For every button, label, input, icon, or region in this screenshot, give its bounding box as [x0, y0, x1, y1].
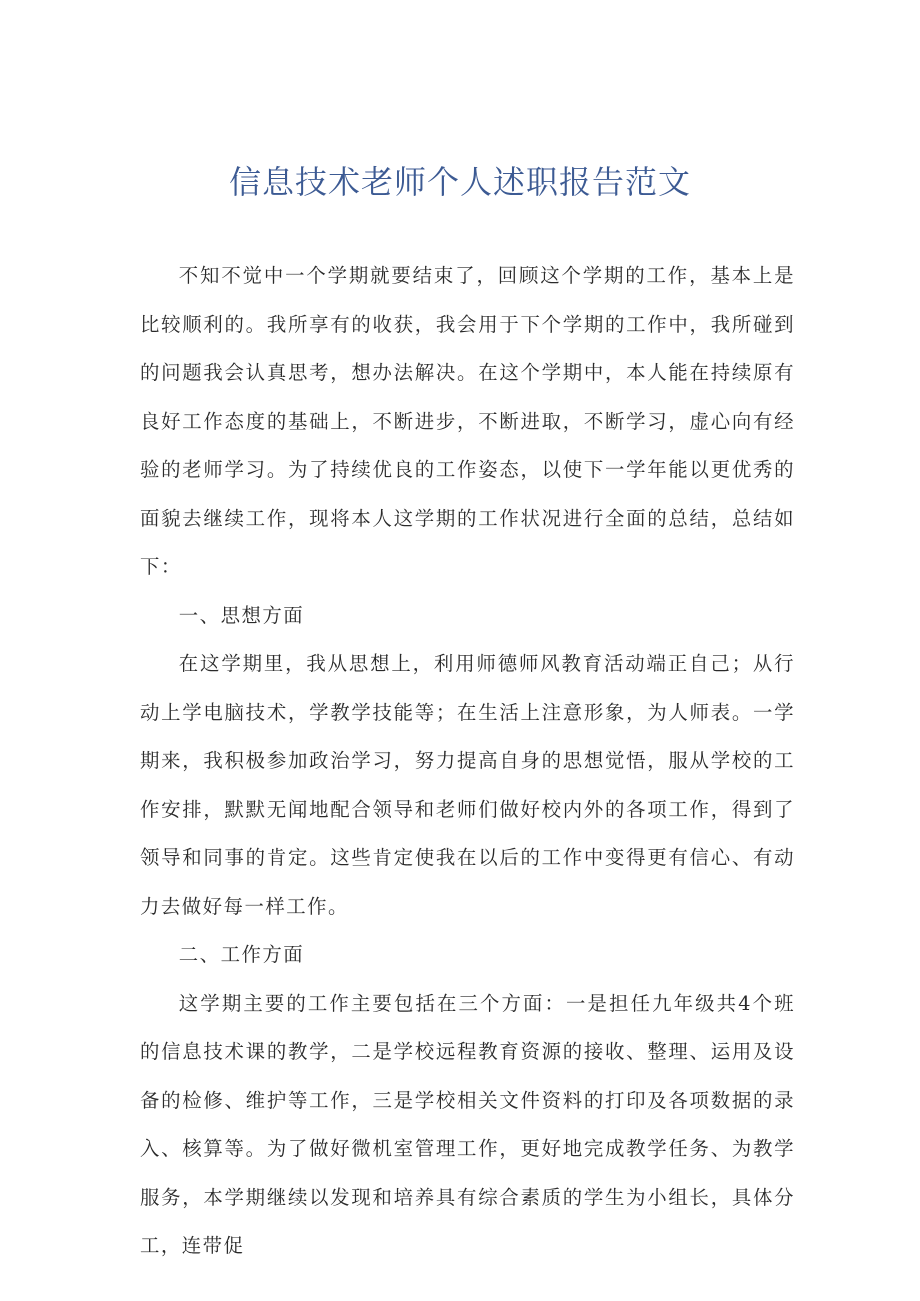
- section-heading-work: 二、工作方面: [178, 943, 305, 966]
- paragraph-work: 这学期主要的工作主要包括在三个方面：一是担任九年级共4个班的信息技术课的教学，二是学校远程教育资源的接收、整理、运用及设备的检修、维护等工作，三是学校相关文件资料的打印及各项数据的录入、核算等。为了做好微机室管理工作，更好地完成教学任务、为教学服务，本学期继续以发现和培养具有综合素质的学生为小组长，具体分工，连带促: [140, 991, 795, 1257]
- document-body: [140, 252, 795, 1271]
- paragraph-intro: 不知不觉中一个学期就要结束了，回顾这个学期的工作，基本上是比较顺利的。我所享有的收获，我会用于下个学期的工作中，我所碰到的问题我会认真思考，想办法解决。在这个学期中，本人能在持续原有良好工作态度的基础上，不断进步，不断进取，不断学习，虚心向有经验的老师学习。为了持续优良的工作姿态，以使下一学年能以更优秀的面貌去继续工作，现将本人这学期的工作状况进行全面的总结，总结如下：: [140, 264, 795, 578]
- paragraph-thought: 在这学期里，我从思想上，利用师德师风教育活动端正自己；从行动上学电脑技术，学教学技能等；在生活上注意形象，为人师表。一学期来，我积极参加政治学习，努力提高自身的思想觉悟，服从学校的工作安排，默默无闻地配合领导和老师们做好校内外的各项工作，得到了领导和同事的肯定。这些肯定使我在以后的工作中变得更有信心、有动力去做好每一样工作。: [140, 652, 795, 918]
- document-title: 信息技术老师个人述职报告范文: [228, 163, 691, 201]
- section-heading-thought: 一、思想方面: [178, 603, 305, 627]
